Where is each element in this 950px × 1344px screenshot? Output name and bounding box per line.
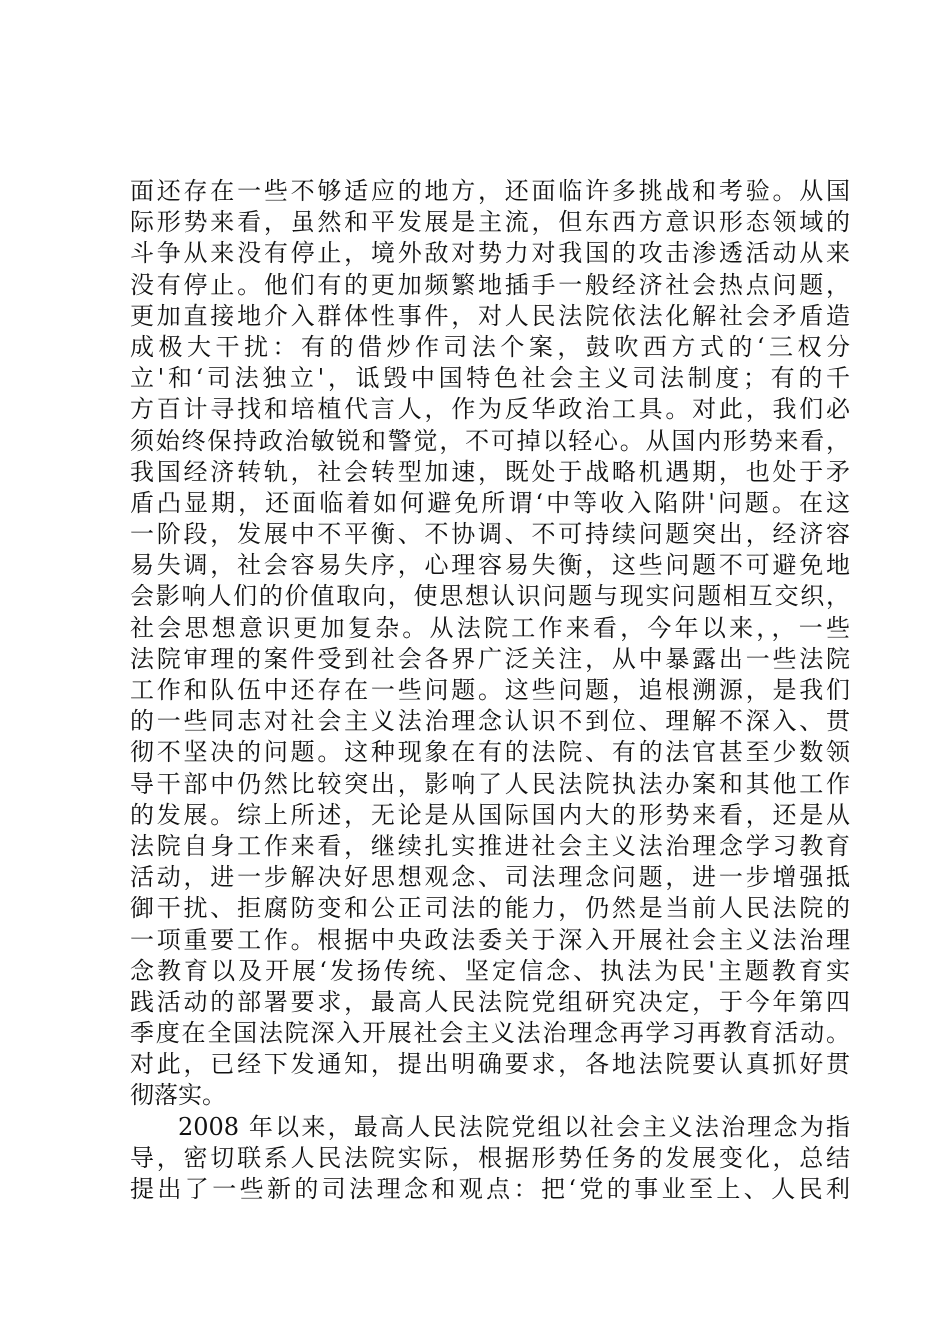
- text-line: 导干部中仍然比较突出，影响了人民法院执法办案和其他工作: [130, 769, 850, 798]
- text-line: 导，密切联系人民法院实际，根据形势任务的发展变化，总结: [130, 1143, 850, 1172]
- text-line: 没有停止。他们有的更加频繁地插手一般经济社会热点问题，: [130, 270, 850, 299]
- text-line: 成极大干扰：有的借炒作司法个案，鼓吹西方式的‘三权分: [130, 332, 850, 361]
- text-line: 的一些同志对社会主义法治理念认识不到位、理解不深入、贯: [130, 707, 850, 736]
- text-line: 易失调，社会容易失序，心理容易失衡，这些问题不可避免地: [130, 551, 850, 580]
- text-line: 彻落实。: [130, 1081, 226, 1110]
- body-text: [130, 176, 850, 1205]
- text-line: 须始终保持政治敏锐和警觉，不可掉以轻心。从国内形势来看，: [130, 426, 850, 455]
- text-line: 御干扰、拒腐防变和公正司法的能力，仍然是当前人民法院的: [130, 894, 850, 923]
- text-line: 一阶段，发展中不平衡、不协调、不可持续问题突出，经济容: [130, 520, 850, 549]
- text-line: 法院审理的案件受到社会各界广泛关注，从中暴露出一些法院: [130, 644, 850, 673]
- text-line: 提出了一些新的司法理念和观点：把‘党的事业至上、人民利: [130, 1175, 850, 1203]
- paragraph-1: [130, 176, 850, 1112]
- text-line: 盾凸显期，还面临着如何避免所谓‘中等收入陷阱'问题。在这: [130, 488, 850, 517]
- text-line: 的发展。综上所述，无论是从国际国内大的形势来看，还是从: [130, 800, 850, 829]
- text-line: 季度在全国法院深入开展社会主义法治理念再学习再教育活动。: [130, 1019, 850, 1048]
- text-line: 方百计寻找和培植代言人，作为反华政治工具。对此，我们必: [130, 395, 850, 424]
- text-line: 际形势来看，虽然和平发展是主流，但东西方意识形态领域的: [130, 208, 850, 237]
- text-line: 我国经济转轨，社会转型加速，既处于战略机遇期，也处于矛: [130, 457, 850, 486]
- text-line: 2008 年以来，最高人民法院党组以社会主义法治理念为指: [178, 1112, 850, 1141]
- text-line: 法院自身工作来看，继续扎实推进社会主义法治理念学习教育: [130, 831, 850, 860]
- text-line: 立'和‘司法独立'，诋毁中国特色社会主义司法制度；有的千: [130, 364, 850, 393]
- text-line: 一项重要工作。根据中央政法委关于深入开展社会主义法治理: [130, 925, 850, 954]
- paragraph-2: [130, 1112, 850, 1206]
- text-line: 斗争从来没有停止，境外敌对势力对我国的攻击渗透活动从来: [130, 239, 850, 268]
- text-line: 社会思想意识更加复杂。从法院工作来看，今年以来，，一些: [130, 613, 850, 642]
- text-line: 更加直接地介入群体性事件，对人民法院依法化解社会矛盾造: [130, 301, 850, 330]
- text-line: 践活动的部署要求，最高人民法院党组研究决定，于今年第四: [130, 987, 850, 1016]
- text-line: 念教育以及开展‘发扬传统、坚定信念、执法为民'主题教育实: [130, 956, 850, 985]
- text-line: 活动，进一步解决好思想观念、司法理念问题，进一步增强抵: [130, 863, 850, 892]
- text-line: 工作和队伍中还存在一些问题。这些问题，追根溯源，是我们: [130, 676, 850, 704]
- text-line: 对此，已经下发通知，提出明确要求，各地法院要认真抓好贯: [130, 1050, 850, 1079]
- text-line: 彻不坚决的问题。这种现象在有的法院、有的法官甚至少数领: [130, 738, 850, 767]
- text-line: 会影响人们的价值取向，使思想认识问题与现实问题相互交织，: [130, 582, 850, 611]
- text-line: 面还存在一些不够适应的地方，还面临许多挑战和考验。从国: [130, 177, 850, 205]
